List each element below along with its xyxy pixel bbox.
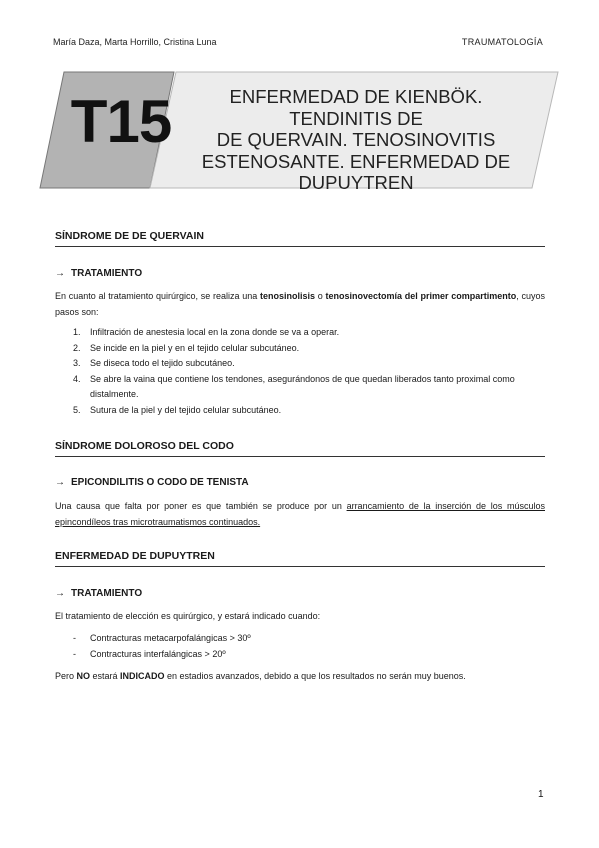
arrow-icon: →	[55, 588, 65, 599]
text-run: o	[315, 291, 326, 301]
dupuytren-bullets	[73, 631, 251, 662]
text-run: Pero	[55, 671, 77, 681]
item-number: 4.	[73, 373, 81, 384]
text-run: Una causa que falta por poner es que también se produce por un	[55, 501, 347, 511]
quervain-intro-paragraph	[55, 288, 545, 320]
list-item	[73, 341, 545, 357]
item-number: 2.	[73, 342, 81, 353]
item-text: Se incide en la piel y en el tejido celular subcutáneo.	[90, 342, 300, 353]
text-run: En cuanto al tratamiento quirúrgico, se realiza una	[55, 291, 260, 301]
text-run: estará	[90, 671, 121, 681]
list-item	[73, 325, 545, 341]
list-item	[73, 356, 545, 372]
underlined-text: arrancamiento de la inserción de los músculos epincondíleos tras microtraumatismos continuados.	[55, 501, 545, 527]
dupuytren-intro: El tratamiento de elección es quirúrgico, y estará indicado cuando:	[55, 611, 321, 621]
subheading-label: TRATAMIENTO	[71, 588, 143, 599]
list-item	[73, 372, 545, 403]
item-text: Se diseca todo el tejido subcutáneo.	[90, 358, 235, 368]
section-heading-codo: SÍNDROME DOLOROSO DEL CODO	[55, 440, 545, 457]
text-run: , cuyos pasos son:	[55, 291, 545, 317]
page-number: 1	[538, 789, 544, 800]
text-run: en estadios avanzados, debido a que los resultados no serán muy buenos.	[164, 671, 466, 681]
item-text: Se abre la vaina que contiene los tendones, asegurándonos de que quedan liberados tanto proximal como distalmente.	[90, 373, 515, 399]
item-number: 1.	[73, 327, 81, 337]
subheading-dupuytren-tratamiento	[55, 588, 142, 599]
dash-bullet: -	[73, 648, 76, 659]
bold-term: INDICADO	[120, 671, 165, 681]
item-number: 5.	[73, 404, 81, 415]
section-heading-dupuytren: ENFERMEDAD DE DUPUYTREN	[55, 550, 545, 567]
subheading-epicondilitis	[55, 477, 249, 488]
dash-bullet: -	[73, 633, 76, 643]
item-number: 3.	[73, 358, 81, 368]
item-text: Infiltración de anestesia local en la zona donde se va a operar.	[90, 327, 340, 337]
chapter-title-line: DE QUERVAIN. TENOSINOVITIS	[216, 129, 496, 150]
bold-term: tenosinovectomía del primer compartimento	[325, 291, 517, 301]
chapter-title-line: ESTENOSANTE. ENFERMEDAD DE	[201, 150, 511, 172]
chapter-title-line: DUPUYTREN	[298, 172, 414, 193]
subheading-label: TRATAMIENTO	[71, 268, 143, 279]
item-text: Contracturas interfalángicas > 20º	[90, 648, 226, 659]
bold-term: NO	[76, 671, 91, 681]
chapter-title	[176, 86, 536, 194]
chapter-number: T15	[70, 88, 172, 155]
quervain-steps-list	[73, 325, 545, 418]
arrow-icon: →	[55, 477, 65, 488]
chapter-banner	[38, 70, 560, 193]
list-item	[73, 631, 251, 647]
item-text: Contracturas metacarpofalángicas > 30º	[90, 633, 251, 643]
chapter-title-line: ENFERMEDAD DE KIENBÖK. TENDINITIS DE	[229, 86, 483, 129]
section-heading-quervain: SÍNDROME DE DE QUERVAIN	[55, 230, 545, 247]
subheading-quervain-tratamiento	[55, 268, 142, 279]
list-item	[73, 403, 545, 419]
header-authors: María Daza, Marta Horrillo, Cristina Luna	[53, 37, 217, 47]
bold-term: tenosinolisis	[260, 291, 316, 301]
subheading-label: EPICONDILITIS O CODO DE TENISTA	[71, 477, 249, 488]
item-text: Sutura de la piel y del tejido celular subcutáneo.	[90, 404, 282, 415]
arrow-icon: →	[55, 268, 65, 279]
header-subject: TRAUMATOLOGÍA	[461, 37, 543, 47]
list-item	[73, 647, 251, 663]
dupuytren-closing	[55, 668, 545, 684]
codo-paragraph	[55, 498, 545, 530]
